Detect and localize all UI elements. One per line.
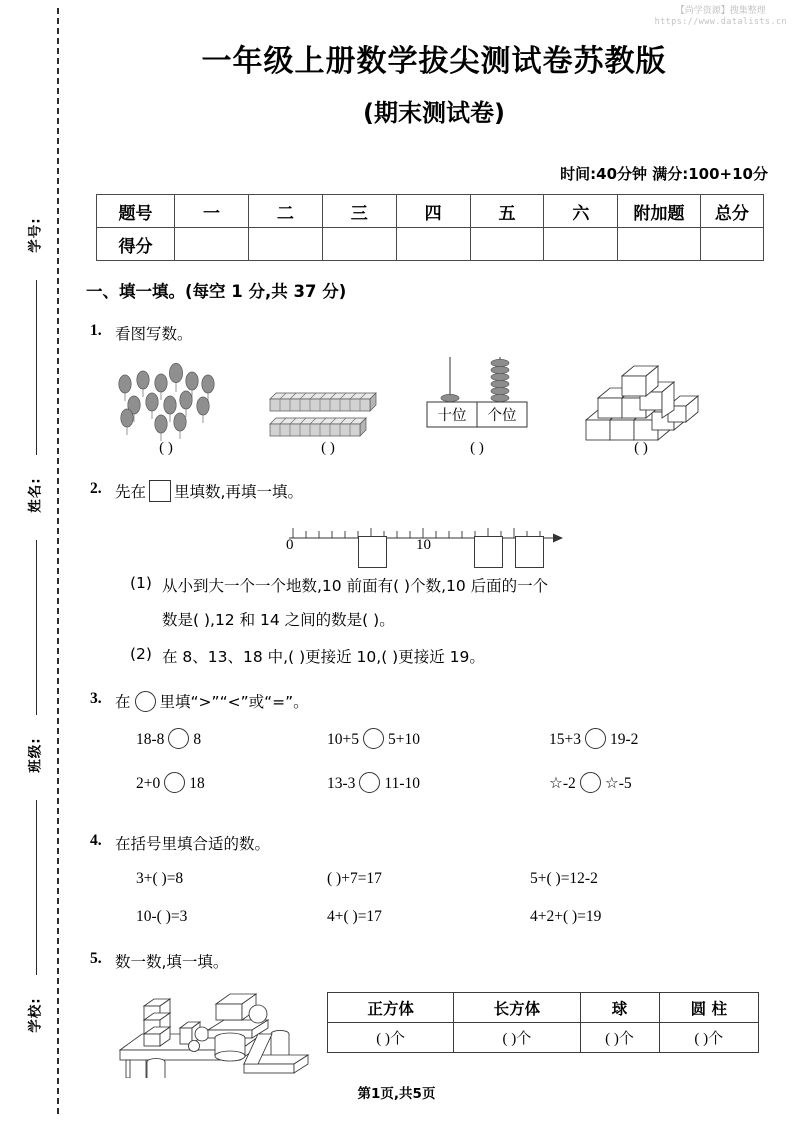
abacus-label-tens: 十位 <box>437 408 467 424</box>
score-cell-1[interactable] <box>175 228 249 261</box>
dashed-fold-line <box>57 8 59 1114</box>
question-1-number: 1. <box>90 322 102 339</box>
question-2-text-after: 里填数,再填一填。 <box>174 483 303 501</box>
score-table-col-1: 一 <box>175 195 249 228</box>
sidebar-field-school <box>14 975 54 1055</box>
compare-circle[interactable] <box>363 728 384 749</box>
question-4-expr-r1c1[interactable]: 3+( )=8 <box>136 870 184 887</box>
question-2-sub2-line1: 在 8、13、18 中,( )更接近 10,( )更接近 19。 <box>162 648 485 666</box>
score-table-row-label-1: 得分 <box>97 228 175 261</box>
question-4-expr-r1c3[interactable]: 5+( )=12-2 <box>530 870 598 887</box>
compare-circle[interactable] <box>585 728 606 749</box>
number-line-label-ten: 10 <box>416 537 431 553</box>
question-2-text <box>115 480 303 502</box>
score-table <box>96 194 764 261</box>
cube-rods-figure <box>268 385 388 441</box>
question-2-number: 2. <box>90 480 102 497</box>
question-3-expr-r1c2 <box>327 728 420 749</box>
question-5-text: 数一数,填一填。 <box>115 953 229 971</box>
watermark <box>655 6 787 28</box>
expr-right: 18 <box>189 775 205 792</box>
question-1-caption-2: ( ) <box>321 440 335 456</box>
question-3-number: 3. <box>90 690 102 707</box>
expr-right: 11-10 <box>384 775 421 792</box>
page-footer: 第1页,共5页 <box>357 1086 436 1102</box>
sidebar-rule-2 <box>36 540 37 715</box>
sidebar-label-class: 班级: <box>28 737 44 773</box>
score-cell-5[interactable] <box>470 228 544 261</box>
expr-left: 15+3 <box>549 731 581 748</box>
score-table-row-label-0: 题号 <box>97 195 175 228</box>
table-row-score <box>97 228 764 261</box>
number-line-box-2[interactable] <box>474 536 503 568</box>
leaves-figure <box>113 362 218 444</box>
watermark-source: 【尚学资源】搜集整理 <box>675 6 766 16</box>
score-cell-3[interactable] <box>322 228 396 261</box>
score-table-col-6: 六 <box>544 195 618 228</box>
expr-left: 18-8 <box>136 731 165 748</box>
cube-stack-figure <box>582 362 700 444</box>
sidebar-rule-1 <box>36 280 37 455</box>
question-4-expr-r1c2[interactable]: ( )+7=17 <box>327 870 382 887</box>
question-4-expr-r2c3[interactable]: 4+2+( )=19 <box>530 908 602 925</box>
compare-circle[interactable] <box>168 728 189 749</box>
question-5-number: 5. <box>90 950 102 967</box>
question-1-caption-3: ( ) <box>470 440 484 456</box>
question-1-caption-1: ( ) <box>159 440 173 456</box>
score-table-col-5: 五 <box>470 195 544 228</box>
score-cell-total[interactable] <box>700 228 763 261</box>
score-cell-6[interactable] <box>544 228 618 261</box>
expr-right: 8 <box>193 731 202 748</box>
question-3-expr-r2c2 <box>327 772 420 793</box>
solids-count-table <box>327 992 759 1053</box>
question-3-expr-r1c1 <box>136 728 201 749</box>
question-3-expr-r2c1 <box>136 772 205 793</box>
abacus-label-ones: 个位 <box>487 408 517 424</box>
expr-left: 13-3 <box>327 775 356 792</box>
solids-value-sphere[interactable]: ( )个 <box>580 1023 659 1053</box>
solids-header-cuboid: 长方体 <box>454 993 580 1023</box>
page-title: 一年级上册数学拔尖测试卷苏教版 <box>201 44 667 79</box>
question-2-text-before: 先在 <box>115 483 147 501</box>
score-table-col-4: 四 <box>396 195 470 228</box>
question-3-text-before: 在 <box>115 693 131 711</box>
sidebar-rule-3 <box>36 800 37 975</box>
score-table-col-2: 二 <box>248 195 322 228</box>
sidebar-label-name: 姓名: <box>28 477 44 513</box>
score-cell-2[interactable] <box>248 228 322 261</box>
question-1-caption-4: ( ) <box>634 440 648 456</box>
sidebar-label-student-id: 学号: <box>28 217 44 253</box>
section-heading-1: 一、填一填。(每空 1 分,共 37 分) <box>86 282 347 301</box>
solids-header-cube: 正方体 <box>328 993 454 1023</box>
solids-value-cuboid[interactable]: ( )个 <box>454 1023 580 1053</box>
compare-circle[interactable] <box>580 772 601 793</box>
compare-circle[interactable] <box>359 772 380 793</box>
question-3-expr-r2c3 <box>549 772 632 793</box>
question-1-text: 看图写数。 <box>115 325 193 343</box>
score-table-col-total: 总分 <box>700 195 763 228</box>
fill-circle-inline[interactable] <box>135 691 156 712</box>
fill-box-inline[interactable] <box>149 480 171 502</box>
question-4-text: 在括号里填合适的数。 <box>115 835 271 853</box>
expr-left: 10+5 <box>327 731 359 748</box>
solids-value-cylinder[interactable]: ( )个 <box>659 1023 758 1053</box>
sidebar-field-name <box>14 455 54 535</box>
table-row-header <box>97 195 764 228</box>
question-2-sub1-label: (1) <box>130 574 152 592</box>
compare-circle[interactable] <box>164 772 185 793</box>
place-value-abacus-figure <box>422 357 532 437</box>
sidebar-field-student-id <box>14 195 54 275</box>
question-3-text-after: 里填“>”“<”或“=”。 <box>159 693 309 711</box>
table-row-header <box>328 993 759 1023</box>
score-cell-extra[interactable] <box>618 228 700 261</box>
number-line-box-1[interactable] <box>358 536 387 568</box>
expr-right: 19-2 <box>610 731 639 748</box>
expr-right: ☆-5 <box>604 775 632 792</box>
number-line-label-zero: 0 <box>286 537 294 553</box>
score-cell-4[interactable] <box>396 228 470 261</box>
binding-sidebar <box>0 0 84 1122</box>
question-4-number: 4. <box>90 832 102 849</box>
solids-header-cylinder: 圆 柱 <box>659 993 758 1023</box>
sidebar-label-school: 学校: <box>28 997 44 1033</box>
question-2-sub2-label: (2) <box>130 645 152 663</box>
exam-meta-info: 时间:40分钟 满分:100+10分 <box>560 165 768 183</box>
question-3-text <box>115 690 309 712</box>
question-3-expr-r1c3 <box>549 728 638 749</box>
sidebar-field-class <box>14 715 54 795</box>
number-line-box-3[interactable] <box>515 536 544 568</box>
score-table-col-extra: 附加题 <box>618 195 700 228</box>
question-2-sub1-line2: 数是( ),12 和 14 之间的数是( )。 <box>162 611 395 629</box>
expr-right: 5+10 <box>388 731 420 748</box>
watermark-url: https://www.datalists.cn <box>654 17 787 28</box>
expr-left: 2+0 <box>136 775 161 792</box>
question-2-sub1-line1: 从小到大一个一个地数,10 前面有( )个数,10 后面的一个 <box>162 577 549 595</box>
page-subtitle: (期末测试卷) <box>363 99 505 127</box>
expr-left: ☆-2 <box>549 775 576 792</box>
solids-value-cube[interactable]: ( )个 <box>328 1023 454 1053</box>
solids-header-sphere: 球 <box>580 993 659 1023</box>
question-4-expr-r2c2[interactable]: 4+( )=17 <box>327 908 382 925</box>
solids-scene-figure <box>112 978 330 1078</box>
question-4-expr-r2c1[interactable]: 10-( )=3 <box>136 908 188 925</box>
score-table-col-3: 三 <box>322 195 396 228</box>
table-row-values <box>328 1023 759 1053</box>
